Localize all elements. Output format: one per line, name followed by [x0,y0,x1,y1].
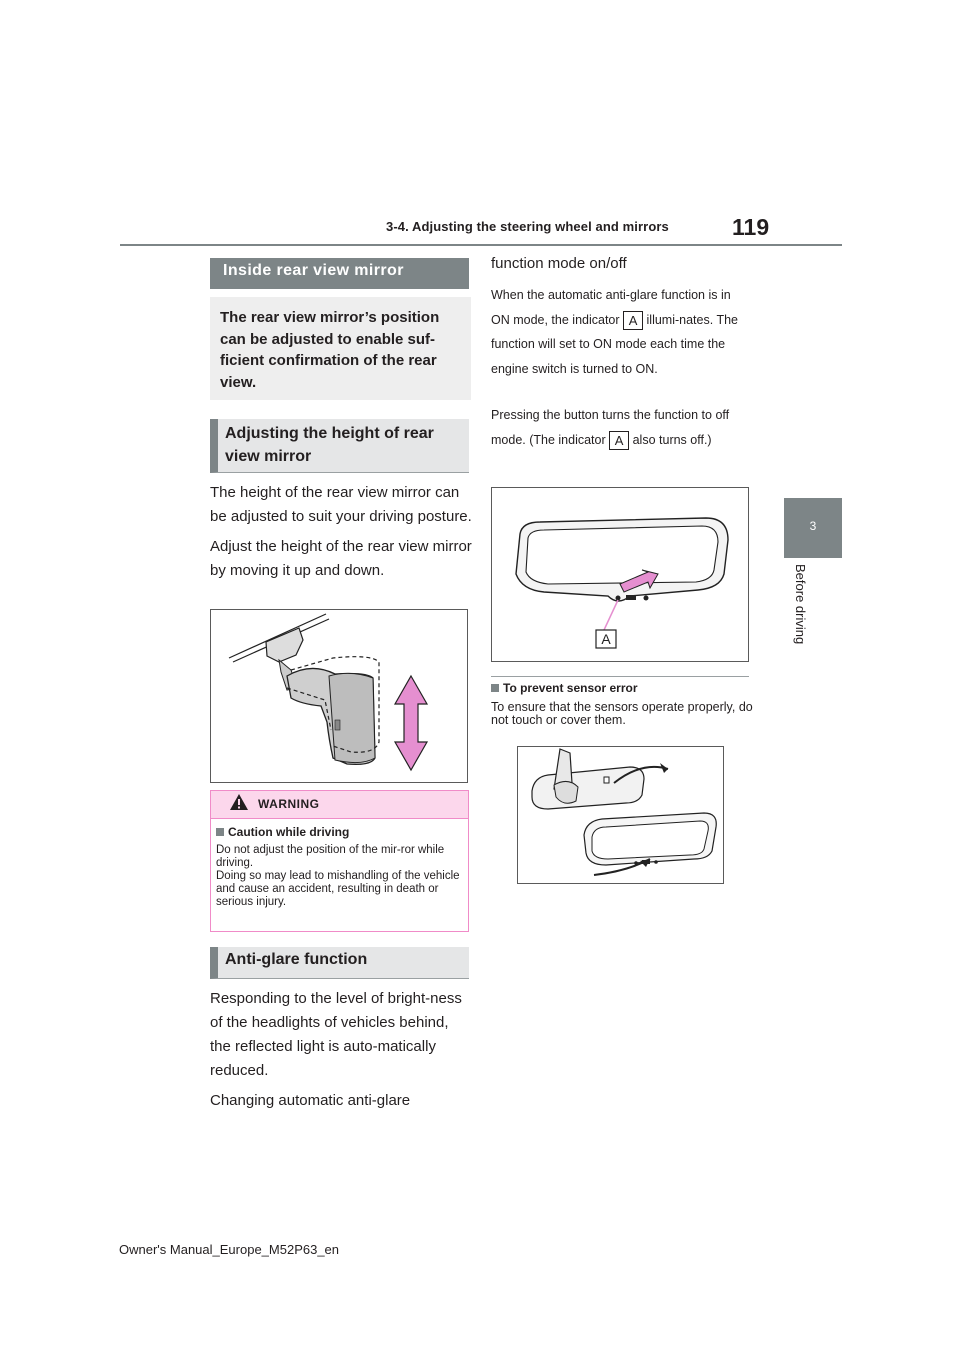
sensor-text: To ensure that the sensors operate properly, do not touch or cover them. [491,700,753,727]
inside-mirror-heading: Inside rear view mirror [210,258,469,289]
footer-text: Owner's Manual_Europe_M52P63_en [119,1242,340,1257]
anti-glare-text [210,987,472,1113]
height-text [210,481,472,583]
chapter-tab-number: 3 [809,519,817,533]
button-description-a: Pressing the button turns the function to off mode. (The indicator [491,408,730,447]
caution-line-2: Doing so may lead to mishandling of the vehicle and cause an accident, resulting in death or serious injury. [216,870,460,908]
page-number: 119 [732,214,770,240]
caution-line-1: Do not adjust the position of the mir-ror while driving. [216,844,445,869]
caution-title-text: Caution while driving [228,825,350,839]
warning-icon [229,793,249,816]
mirror-height-figure [210,609,468,783]
bullet-square-icon [216,828,224,836]
anti-glare-continued: function mode on/off [491,255,627,272]
sensor-title-text: To prevent sensor error [503,681,638,695]
indicator-description [491,283,749,381]
sensor-figure [517,746,724,884]
caution-text [216,844,464,909]
indicator-a-label: A [609,431,629,450]
button-description [491,403,749,452]
bullet-square-icon [491,684,499,692]
warning-header [211,791,468,819]
caution-title [216,825,349,839]
anti-glare-paragraph-2: Changing automatic anti-glare [210,1092,411,1109]
warning-title: WARNING [258,797,320,811]
header-rule [120,244,842,246]
height-heading: Adjusting the height of rear view mirror [210,419,469,473]
sensor-title [491,681,637,695]
intro-box: The rear view mirror’s position can be adjusted to enable suf-ficient confirmation of the rear view. [210,297,471,400]
height-paragraph-1: The height of the rear view mirror can be adjusted to suit your driving posture. [210,484,472,525]
chapter-tab-label: Before driving [793,564,808,645]
section-divider [491,676,749,677]
anti-glare-paragraph-1: Responding to the level of bright-ness of the headlights of vehicles behind, the reflected light is auto-matically reduced. [210,990,462,1079]
indicator-a-label: A [623,311,643,330]
anti-glare-mirror-figure [491,487,749,662]
button-description-b: also turns off.) [632,432,712,447]
height-paragraph-2: Adjust the height of the rear view mirror by moving it up and down. [210,538,472,579]
figure-label-a: A [601,631,611,647]
indicator-description-b: illumi-nates. The function will set to ON mode each time the engine switch is turned to ON. [491,312,738,376]
section-title: 3-4. Adjusting the steering wheel and mirrors [386,219,669,234]
anti-glare-heading: Anti-glare function [210,947,469,979]
indicator-description-a: When the automatic anti-glare function is in ON mode, the indicator [491,288,731,327]
